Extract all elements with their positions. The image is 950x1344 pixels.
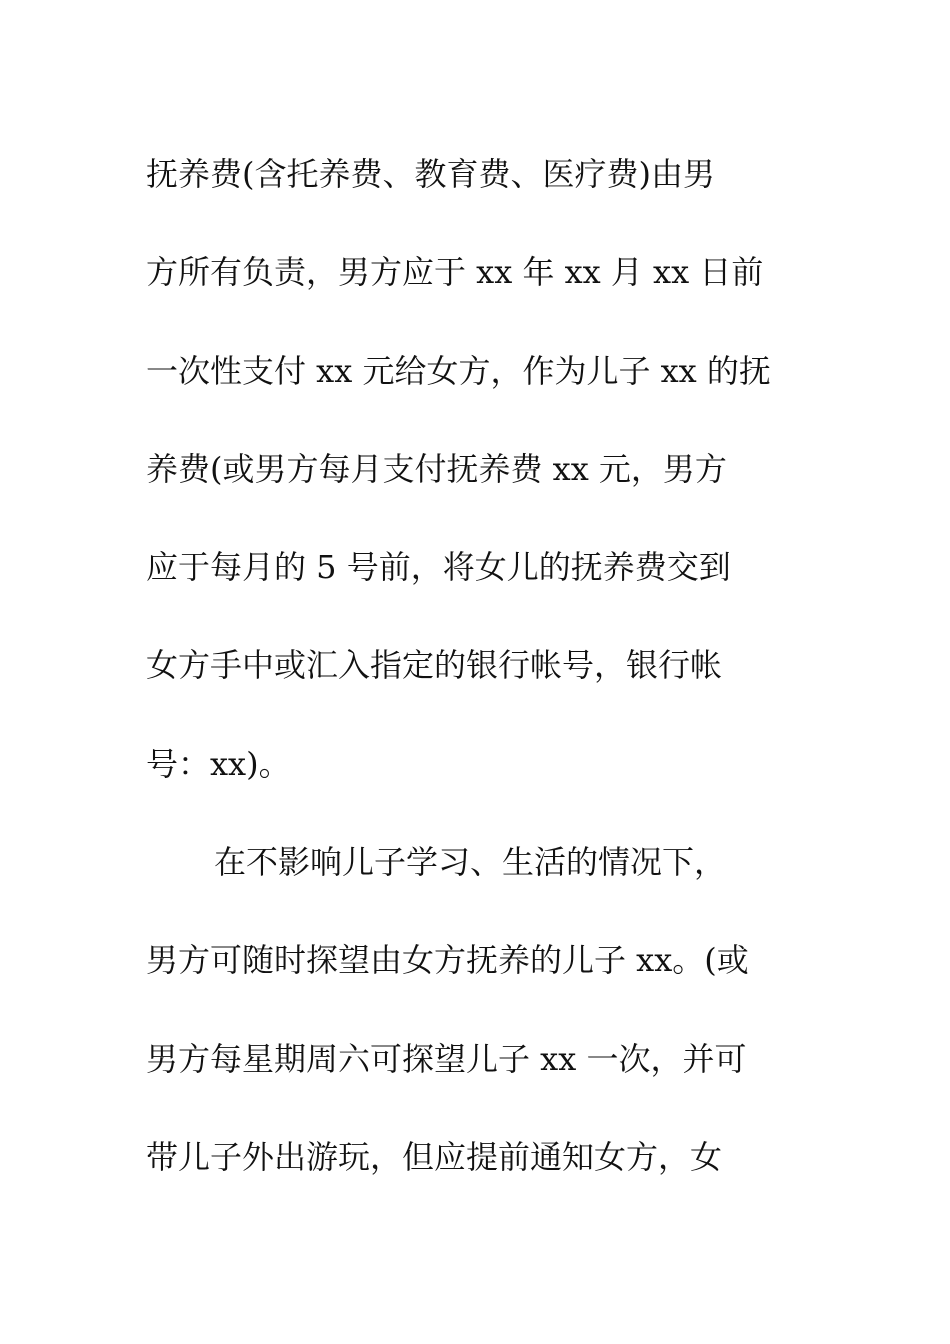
text-line-9: 男方可随时探望由女方抚养的儿子 xx。(或 — [146, 941, 749, 980]
text-line-1: 抚养费(含托养费、教育费、医疗费)由男 — [146, 155, 715, 193]
text-line-6: 女方手中或汇入指定的银行帐号，银行帐 — [146, 646, 723, 685]
text-line-5: 应于每月的 5 号前，将女儿的抚养费交到 — [146, 548, 731, 587]
text-line-10: 男方每星期周六可探望儿子 xx 一次，并可 — [146, 1039, 747, 1078]
document-body — [146, 125, 846, 1206]
text-line-7: 号：xx)。 — [146, 744, 291, 783]
text-line-2: 方所有负责，男方应于 xx 年 xx 月 xx 日前 — [146, 253, 764, 292]
text-line-4: 养费(或男方每月支付抚养费 xx 元，男方 — [146, 449, 727, 488]
text-line-3: 一次性支付 xx 元给女方，作为儿子 xx 的抚 — [146, 351, 771, 390]
paragraph-start-line: 在不影响儿子学习、生活的情况下， — [214, 843, 727, 882]
text-line-11: 带儿子外出游玩，但应提前通知女方，女 — [146, 1137, 723, 1176]
